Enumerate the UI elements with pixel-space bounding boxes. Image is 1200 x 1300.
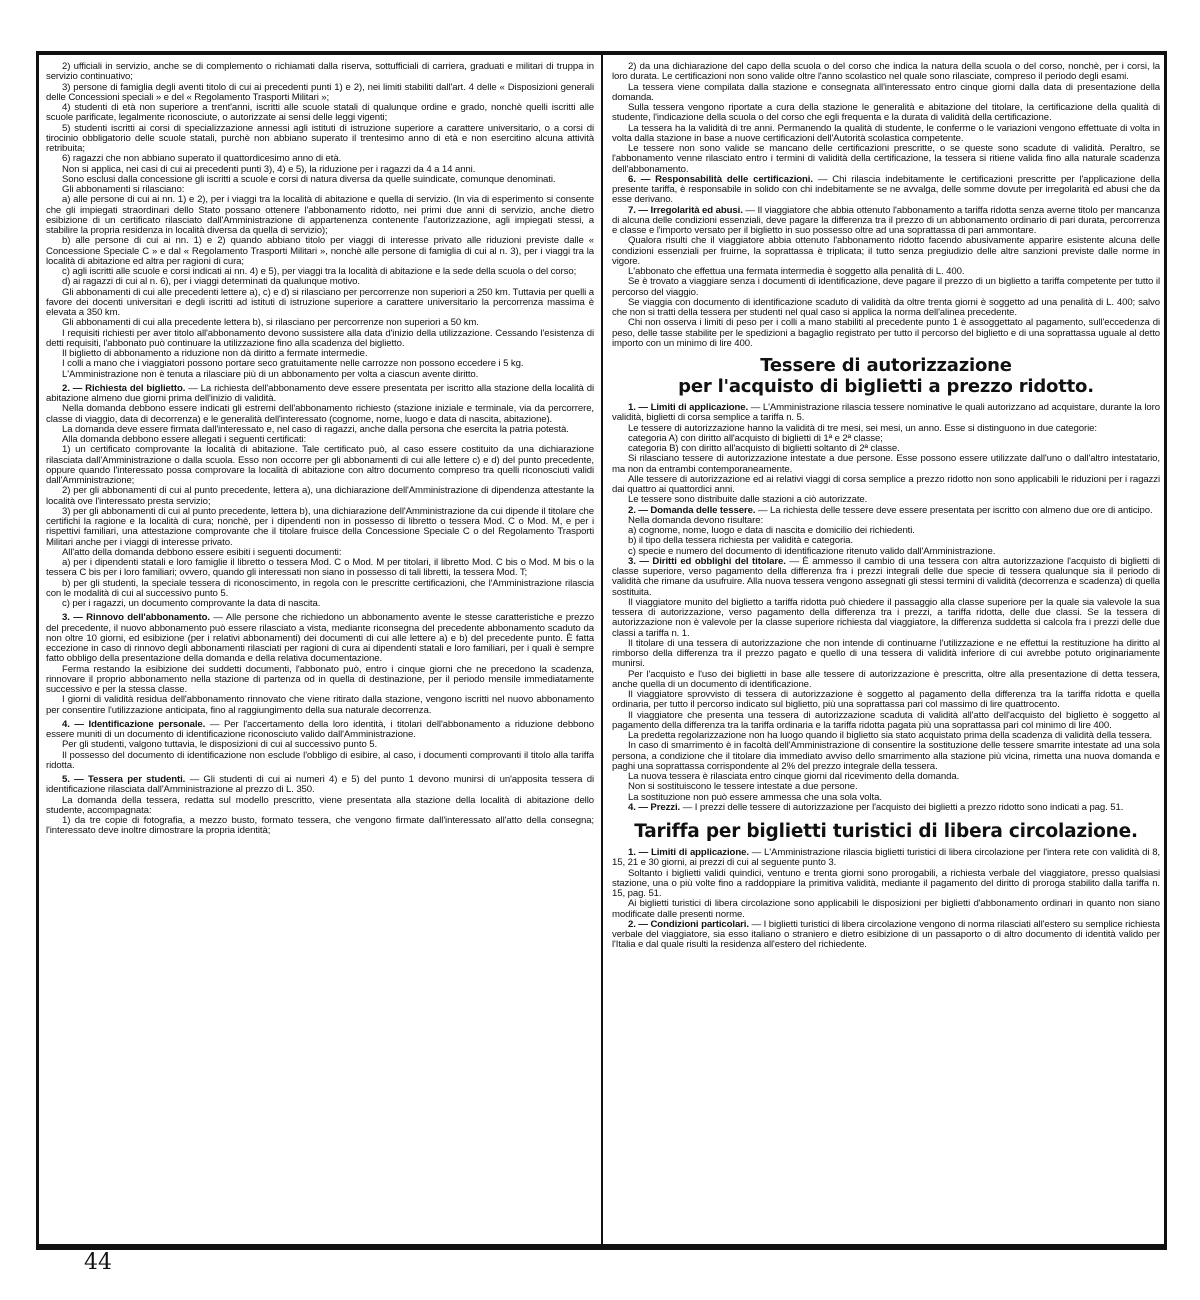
paragraph <box>46 695 594 716</box>
paragraph-heading: 5. — Tessera per studenti. <box>62 774 186 785</box>
bottom-rule <box>36 1244 1167 1250</box>
paragraph-heading: 4. — Identificazione personale. <box>62 718 206 730</box>
paragraph-heading: 2. — Condizioni particolari. <box>628 918 749 930</box>
paragraph-text: In caso di smarrimento è in facoltà dell'Amministrazione di consentire la sostituzione delle tessere smarrite intestate ad una sola persona, a condizione che il titolare dia immediato avviso dello smarrimento alla stazione più vicina, rimetta una nuova domanda e paghi una soprattassa corrispondente al 2% del prezzo integrale della tessera. <box>612 740 1160 772</box>
paragraph-text: Il titolare di una tessera di autorizzazione che non intende di continuarne l'utilizzazione e ne effettui la restituzione ha diritto al rimborso della differenza tra il prezzo pagato e quello di una tessera di validità inferiore di cui avrebbe potuto originariamente munirsi. <box>612 637 1160 670</box>
paragraph-text: — Il viaggiatore che abbia ottenuto l'abbonamento a tariffa ridotta senza averne titolo per mancanza di alcuna delle condizioni essenziali, deve pagare la differenza tra il prezzo di un abbonamento ordinario di pari durata, percorrenza e classe e l'importo versato per il biglietto in suo possesso oltre ad una soprattassa di pari ammontare. <box>612 204 1160 236</box>
paragraph <box>612 848 1160 869</box>
paragraph-text: L'Amministrazione non è tenuta a rilasciare più di un abbonamento per volta a ciascun avente diritto. <box>62 368 479 380</box>
paragraph <box>612 920 1160 951</box>
paragraph-text: b) il tipo della tessera richiesta per validità e categoria. <box>628 535 853 547</box>
paragraph <box>46 816 594 837</box>
paragraph-text: a) alle persone di cui ai nn. 1) e 2), per i viaggi tra la località di abitazione e quella di servizio. (In via di esperimento si consente che gli impiegati straordinari dello Stato possano ottenere l'abbonamento ridotto, nei primi due anni di servizio, anche dietro esibizione di un certificato rilasciato dall'Amministrazione di appartenenza contenente l'autorizzazione, agli impiegati stessi, a stabilire la propria residenza in località diversa da quella di servizio); <box>46 194 594 236</box>
paragraph-text: c) specie e numero del documento di identificazione ritenuto valido dall'Amministrazione. <box>628 545 996 557</box>
left-column <box>46 62 594 1234</box>
paragraph-text: categoria B) con diritto all'acquisto di biglietti soltanto di 2ª classe. <box>628 443 900 454</box>
paragraph <box>612 869 1160 900</box>
paragraph <box>46 384 594 405</box>
paragraph <box>46 83 594 104</box>
paragraph-text: Il possesso del documento di identificazione non esclude l'obbligo di esibire, al caso, i documenti comprovanti il titolo alla tariffa ridotta. <box>46 749 594 771</box>
paragraph <box>612 711 1160 732</box>
paragraph <box>612 206 1160 237</box>
paragraph-text: Nella domanda devono risultare: <box>628 514 764 526</box>
paragraph <box>612 277 1160 298</box>
paragraph-text: Ferma restando la esibizione dei suddetti documenti, l'abbonato può, entro i cinque giorni che ne precedono la scadenza, rinnovare il proprio abbonamento nella stazione di partenza od in quella di destinazione, per il periodo mensile immediatamente successivo e per la stessa classe. <box>46 663 594 695</box>
paragraph <box>46 599 594 609</box>
paragraph-heading: 2. — Richiesta del biglietto. <box>62 382 186 394</box>
paragraph <box>46 579 594 600</box>
paragraph <box>612 475 1160 496</box>
paragraph-text: Gli abbonamenti di cui alle precedenti lettere a), c) e d) si rilasciano per percorrenze non superiori a 250 km. Tuttavia per quelli a favore dei docenti universitari e degli iscritti ad istituti di istruzione superiore a carattere universitario la percorrenza massima è elevata a 350 km. <box>46 286 594 318</box>
paragraph-text: All'atto della domanda debbono essere esibiti i seguenti documenti: <box>62 546 342 558</box>
paragraph-text: Le tessere di autorizzazione hanno la validità di tre mesi, sei mesi, un anno. Esse si distinguono in due categorie: <box>628 422 1097 434</box>
paragraph-text: I giorni di validità residua dell'abbonamento rinnovato che viene ritirato dalla stazione, vengono iscritti nel nuovo abbonamento per consentire l'utilizzazione anticipata, fino al raggiungimento della sua naturale decorrenza. <box>46 694 594 716</box>
paragraph-heading: 6. — Responsabilità delle certificazioni. <box>628 173 813 185</box>
paragraph-text: 2) ufficiali in servizio, anche se di complemento o richiamati dalla riserva, sottufficiali di carriera, graduati e militari di truppa in servizio continuativo; <box>46 62 594 83</box>
section-title-biglietti-turistici <box>612 821 1160 842</box>
paragraph <box>46 665 594 696</box>
page-number: 44 <box>84 1250 112 1275</box>
paragraph-heading: 7. — Irregolarità ed abusi. <box>628 204 743 216</box>
paragraph-text: La domanda della tessera, redatta sul modello prescritto, viene presentata alla stazione della località di abitazione dello studente, accompagnata: <box>46 794 594 816</box>
paragraph-text: Se viaggia con documento di identificazione scaduto di validità da oltre trenta giorni è soggetto ad una penalità di L. 400; salvo che non si tratti della tessera per studenti nel qual caso si applica la norma dell'alinea precedente. <box>612 296 1160 318</box>
paragraph-text: — Gli studenti di cui ai numeri 4) e 5) del punto 1 devono munirsi di un'apposita tessera di identificazione rilasciata dall'Amministrazione al prezzo di L. 350. <box>46 774 594 796</box>
paragraph <box>46 613 594 664</box>
paragraph-heading: 3. — Rinnovo dell'abbonamento. <box>62 612 210 624</box>
paragraph-text: Ai biglietti turistici di libera circolazione sono applicabili le disposizioni per biglietti d'abbonamento ordinari in quanto non siano modificate dalle presenti norme. <box>612 898 1160 920</box>
paragraph <box>612 318 1160 349</box>
paragraph <box>612 899 1160 920</box>
paragraph <box>612 236 1160 267</box>
paragraph-text: 1) da tre copie di fotografia, a mezzo busto, formato tessera, che vengono firmate dall'interessato all'atto della consegna; l'interessato deve inoltre dimostrare la propria identità; <box>46 815 594 837</box>
paragraph <box>612 670 1160 691</box>
paragraph-text: — I prezzi delle tessere di autorizzazione per l'acquisto dei biglietti a prezzo ridotto sono indicati a pag. 51. <box>680 801 1124 813</box>
paragraph-text: 3) per gli abbonamenti di cui al punto precedente, lettera b), una dichiarazione dell'Amministrazione da cui dipende il titolare che certifichi la ragione e la località di cura; nonchè, per i dipendenti non in possesso di libretto o tessera Mod. C o Mod. M, e per i rispettivi familiari, una attestazione comprovante che il titolare fruisce della Concessione Speciale C o del Regolamento Trasporti Militari anche per i viaggi di interesse privato. <box>46 505 594 548</box>
paragraph <box>46 507 594 548</box>
paragraph <box>612 639 1160 670</box>
paragraph-text: Qualora risulti che il viaggiatore abbia ottenuto l'abbonamento ridotto facendo abusivamente apparire esistente alcuna delle condizioni essenziali per fruirne, la soprattassa è triplicata; il tutto senza pregiudizio delle altre sanzioni previste dalle norme in vigore. <box>612 235 1160 267</box>
paragraph <box>612 557 1160 598</box>
paragraph-text: 5) studenti iscritti ai corsi di specializzazione annessi agli istituti di istruzione superiore a carattere universitario, o a corsi di tirocinio obbligatorio delle scuole statali, purchè non abbiano superato il trentesimo anno di età e non esercitino alcuna attività retribuita; <box>46 122 594 154</box>
paragraph-text: — I biglietti turistici di libera circolazione vengono di norma rilasciati all'estero su semplice richiesta verbale del viaggiatore, sia esso italiano o straniero e dietro esibizione di un passaporto o di altro documento di identità valido per l'Italia e dal quale risulti la residenza all'estero del richiedente. <box>612 918 1160 951</box>
paragraph <box>46 486 594 507</box>
paragraph <box>612 83 1160 104</box>
paragraph-text: Il viaggiatore sprovvisto di tessera di autorizzazione è soggetto al pagamento della differenza tra la tariffa ridotta e quella ordinaria, per tutto il percorso indicato sul biglietto, più una soprattassa pari col massimo di lire quattrocento. <box>612 689 1160 711</box>
paragraph-text: Il viaggiatore che presenta una tessera di autorizzazione scaduta di validità all'atto dell'acquisto del biglietto è soggetto al pagamento della differenza tra la tariffa ordinaria e la tariffa ridotta pagata più una soprattassa pari col minimo di lire 400. <box>612 709 1160 731</box>
paragraph-text: 6) ragazzi che non abbiano superato il quattordicesimo anno di età. <box>62 153 342 165</box>
paragraph-text: — Chi rilascia indebitamente le certificazioni prescritte per l'applicazione della presente tariffa, è responsabile in solido con chi indebitamente se ne avvalga, delle somme dovute per irregolarità ed abusi che da esse derivano. <box>612 173 1160 206</box>
paragraph-text: Alla domanda debbono essere allegati i seguenti certificati: <box>62 434 307 445</box>
paragraph <box>612 690 1160 711</box>
paragraph-text: c) agli iscritti alle scuole e corsi indicati ai nn. 4) e 5), per viaggi tra la località di abitazione e la sede della scuola o del corso; <box>62 266 577 277</box>
paragraph <box>46 124 594 155</box>
paragraph-text: I colli a mano che i viaggiatori possono portare seco gratuitamente nelle carrozze non possono eccedere i 5 kg. <box>62 358 524 370</box>
paragraph-text: Nella domanda debbono essere indicati gli estremi dell'abbonamento richiesto (stazione iniziale e terminale, via da percorrere, classe di viaggio, data di decorrenza) e le generalità dell'interessato (cognome, nome, luogo e data di nascita, abitazione). <box>46 403 594 425</box>
paragraph-text: d) ai ragazzi di cui al n. 6), per i viaggi determinati da qualunque motivo. <box>62 276 360 288</box>
paragraph-text: categoria A) con diritto all'acquisto di biglietti di 1ª e 2ª classe; <box>628 432 883 444</box>
paragraph-text: Il biglietto di abbonamento a riduzione non dà diritto a fermate intermedie. <box>62 348 368 359</box>
paragraph-text: — L'Amministrazione rilascia tessere nominative le quali autorizzano ad acquistare, durante la loro validità, biglietti di corsa semplice a tariffa n. 5. <box>612 402 1160 424</box>
column-divider <box>601 55 603 1244</box>
paragraph-text: 2) da una dichiarazione del capo della scuola o del corso che indica la natura della scuola o del corso, nonchè, per i corsi, la loro durata. Le certificazioni non sono valide oltre l'anno scolastico nel quale sono rilasciate, compreso il periodo degli esami. <box>612 62 1160 83</box>
paragraph <box>612 741 1160 772</box>
paragraph <box>612 298 1160 319</box>
paragraph-text: 1) un certificato comprovante la località di abitazione. Tale certificato può, al caso essere costituito da una dichiarazione rilasciata dall'Amministrazione o dalla scuola. Esso non occorre per gli abbonamenti di cui alle lettere c) e d) del punto precedente, oppure quando l'interessato possa comprovare la località di abitazione con altro documento compreso tra quelli riconosciuti validi dall'Amministrazione; <box>46 444 594 486</box>
section-title-tessere-autorizzazione <box>612 355 1160 397</box>
paragraph-text: b) per gli studenti, la speciale tessera di riconoscimento, in regola con le prescritte certificazioni, che l'Amministrazione rilascia con le modalità di cui al successivo punto 5. <box>46 577 594 599</box>
paragraph-text: La nuova tessera è rilasciata entro cinque giorni dal ricevimento della domanda. <box>628 771 960 782</box>
paragraph <box>46 775 594 796</box>
paragraph <box>46 445 594 486</box>
paragraph <box>46 103 594 124</box>
paragraph <box>46 288 594 319</box>
paragraph-text: Sulla tessera vengono riportate a cura della stazione le generalità e abitazione del titolare, la certificazione della qualità di studente, l'indicazione della scuola o del corso che egli frequenta e la durata di validità della certificazione. <box>612 102 1160 124</box>
paragraph-text: L'abbonato che effettua una fermata intermedia è soggetto alla penalità di L. 400. <box>628 266 965 277</box>
paragraph <box>612 803 1160 813</box>
paragraph <box>612 144 1160 175</box>
section-title-line: per l'acquisto di biglietti a prezzo ridotto. <box>678 376 1094 397</box>
paragraph <box>46 404 594 425</box>
section-title-line: Tessere di autorizzazione <box>760 355 1012 376</box>
paragraph-text: 2) per gli abbonamenti di cui al punto precedente, lettera a), una dichiarazione dell'Amministrazione di dipendenza attestante la località ove l'interessato presta servizio; <box>46 485 594 507</box>
paragraph-heading: 4. — Prezzi. <box>628 801 681 813</box>
section-title-line: Tariffa per biglietti turistici di libera circolazione. <box>634 821 1138 842</box>
paragraph-text: — L'Amministrazione rilascia biglietti turistici di libera circolazione per l'intera rete con validità di 8, 15, 21 e 30 giorni, ai prezzi di cui al seguente punto 3. <box>612 847 1160 869</box>
paragraph-text: — Per l'accertamento della loro identità, i titolari dell'abbonamento a riduzione debbono essere muniti di un documento di identificazione riconosciuto valido dall'Amministrazione. <box>46 718 594 740</box>
paragraph <box>612 454 1160 475</box>
paragraph-text: a) per i dipendenti statali e loro famiglie il libretto o tessera Mod. C o Mod. M per titolari, il libretto Mod. C bis o Mod. M bis o la tessera C bis per i loro familiari; ovvero, quando gli interessati non siano in possesso di tali libretti, la tessera Mod. T; <box>46 557 594 579</box>
paragraph <box>612 403 1160 424</box>
paragraph-text: Soltanto i biglietti validi quindici, ventuno e trenta giorni sono prorogabili, a richiesta verbale del viaggiatore, presso qualsiasi stazione, una o più volte fino a raddoppiare la primitiva validità, mediante il pagamento del diritto di proroga stabilito dalla tariffa n. 15, pag. 51. <box>612 867 1160 899</box>
paragraph-text: La domanda deve essere firmata dall'interessato e, nel caso di ragazzi, anche dalla persona che esercita la patria potestà. <box>62 423 569 435</box>
paragraph-text: La predetta regolarizzazione non ha luogo quando il biglietto sia stato acquistato prima della scadenza di validità della tessera. <box>628 730 1153 741</box>
right-column <box>612 62 1160 1234</box>
paragraph-text: Gli abbonamenti di cui alla precedente lettera b), si rilasciano per percorrenze non superiori a 50 km. <box>62 317 479 329</box>
paragraph-heading: 3. — Diritti ed obblighi del titolare. <box>628 555 786 567</box>
paragraph-text: 4) studenti di età non superiore a trent'anni, iscritti alle scuole statali di qualunque ordine e grado, nonchè quelli iscritti alle scuole parificate, legalmente riconosciute, o autorizzate ai sensi delle leggi vigenti; <box>46 102 594 124</box>
paragraph <box>46 720 594 741</box>
tessere-autorizzazione-body <box>612 403 1160 813</box>
paragraph-text: Per l'acquisto e l'uso dei biglietti in base alle tessere di autorizzazione è prescritta, oltre alla presentazione di detta tessera, anche quella di un documento di identificazione. <box>612 668 1160 690</box>
paragraph <box>46 236 594 267</box>
paragraph-text: b) alle persone di cui ai nn. 1) e 2) quando abbiano titolo per viaggi di interesse privato alle riduzioni previste dalle « Concessione Speciale C » e dal « Regolamento Trasporti Militari », nonchè alle persone di famiglia di cui al n. 3), per i viaggi tra la località di abitazione ed altra per ragioni di cura; <box>46 235 594 267</box>
paragraph-text: La tessera ha la validità di tre anni. Permanendo la qualità di studente, le conferme o le variazioni vengono effettuate di volta in volta dalla stazione in base a nuove certificazioni dell'Autorità scolastica competente. <box>612 122 1160 144</box>
paragraph-text: Per gli studenti, valgono tuttavia, le disposizioni di cui al successivo punto 5. <box>62 739 378 751</box>
paragraph-text: Se è trovato a viaggiare senza i documenti di identificazione, deve pagare il prezzo di un biglietto a tariffa competente per tutto il percorso del viaggio. <box>612 276 1160 298</box>
paragraph-heading: 2. — Domanda delle tessere. <box>628 504 756 516</box>
biglietti-turistici-body <box>612 848 1160 951</box>
paragraph <box>612 124 1160 145</box>
paragraph <box>46 370 594 380</box>
paragraph <box>46 62 594 83</box>
paragraph-text: c) per i ragazzi, un documento comprovante la data di nascita. <box>62 598 321 609</box>
paragraph-text: Gli abbonamenti si rilasciano: <box>62 184 185 195</box>
paragraph-heading: 1. — Limiti di applicazione. <box>628 402 749 413</box>
paragraph <box>46 796 594 817</box>
paragraph-text: — È ammesso il cambio di una tessera con altra autorizzazione l'acquisto di biglietti di classe superiore, verso pagamento della differenza fra i prezzi integrali delle due specie di tessera qualunque sia il periodo di validità che rimane da usufruire. Alla nuova tessera vengono assegnati gli stessi termini di validità (decorrenza e scadenza) di quella sostituita. <box>612 555 1160 598</box>
paragraph-text: Alle tessere di autorizzazione ed ai relativi viaggi di corsa semplice a prezzo ridotto non sono applicabili le riduzioni per i ragazzi dai quattro ai quattordici anni. <box>612 473 1160 495</box>
paragraph-text: La tessera viene compilata dalla stazione e consegnata all'interessato entro cinque giorni dalla data di presentazione della domanda. <box>612 81 1160 103</box>
paragraph-text: 3) persone di famiglia degli aventi titolo di cui ai precedenti punti 1) e 2), nei limiti stabiliti dall'art. 4 delle « Disposizioni generali delle Concessioni speciali » e del « Regolamento Trasporti Militari »; <box>46 81 594 103</box>
paragraph <box>46 329 594 350</box>
paragraph-text: Il viaggiatore munito del biglietto a tariffa ridotta può chiedere il passaggio alla classe superiore per la quale sia valevole la sua tessera di autorizzazione, verso pagamento della differenza tra i prezzi, a tariffa ridotta, delle due classi. Se la tessera di autorizzazione non è valevole per la classe superiore richiesta dal viaggiatore, la differenza suddetta si calcola fra i prezzi delle due classi a tariffa n. 1. <box>612 596 1160 639</box>
paragraph-text: I requisiti richiesti per aver titolo all'abbonamento devono sussistere alla data d'inizio della utilizzazione. Cessando l'esistenza di detti requisiti, l'abbonato può continuare la utilizzazione fino alla scadenza del biglietto. <box>46 327 594 349</box>
paragraph-text: Sono esclusi dalla concessione gli iscritti a scuole e corsi di natura diversa da quelle suindicate, comunque denominati. <box>62 173 556 185</box>
paragraph-text: Non si sostituiscono le tessere intestate a due persone. <box>628 781 858 793</box>
paragraph-text: — La richiesta dell'abbonamento deve essere presentata per iscritto alla stazione della località di abitazione almeno due giorni prima dell'inizio di validità. <box>46 382 594 404</box>
paragraph-heading: 1. — Limiti di applicazione. <box>628 847 749 858</box>
paragraph-text: La sostituzione non può essere ammessa che una sola volta. <box>628 791 882 803</box>
paragraph <box>612 103 1160 124</box>
paragraph-text: Non si applica, nei casi di cui ai precedenti punti 3), 4) e 5), la riduzione per i ragazzi da 4 a 14 anni. <box>62 163 476 175</box>
paragraph-text: Chi non osserva i limiti di peso per i colli a mano stabiliti al precedente punto 1 è assoggettato al pagamento, sull'eccedenza di peso, delle tasse stabilite per le spedizioni a bagaglio registrato per tutto il percorso del biglietto e di una soprattassa uguale al detto importo con un minimo di lire 400. <box>612 317 1160 349</box>
paragraph-text: Le tessere non sono valide se mancano delle certificazioni prescritte, o se queste sono scadute di validità. Peraltro, se l'abbonamento venne rilasciato entro i termini di validità della certificazione, la tessera si ritiene valida fino alla naturale scadenza dell'abbonamento. <box>612 143 1160 175</box>
paragraph-text: — La richiesta delle tessere deve essere presentata per iscritto con almeno due ore di anticipo. <box>755 504 1153 516</box>
paragraph <box>612 175 1160 206</box>
paragraph <box>46 558 594 579</box>
paragraph <box>612 62 1160 83</box>
paragraph <box>612 598 1160 639</box>
paragraph-text: Si rilasciano tessere di autorizzazione intestate a due persone. Esse possono essere utilizzate dall'uno o dall'altro intestatario, ma non da entrambi contemporaneamente. <box>612 453 1160 475</box>
paragraph-text: — Alle persone che richiedono un abbonamento avente le stesse caratteristiche e prezzo del precedente, il nuovo abbonamento può essere rilasciato a vista, mediante riconsegna del precedente abbonamento scaduto da non oltre 10 giorni, ed esibizione (per i relativi abbonamenti) dei documenti di cui alle lettere a) e b) del precedente punto. È fatta eccezione in caso di rinnovo degli abbonamenti rilasciati per ragioni di cura ai dipendenti statali e loro familiari, per i quali è sempre fatto obbligo della presentazione della domanda e della relativa documentazione. <box>46 612 594 665</box>
paragraph <box>46 195 594 236</box>
paragraph-text: a) cognome, nome, luogo e data di nascita e domicilio dei richiedenti. <box>628 525 915 536</box>
paragraph-text: Le tessere sono distribuite dalle stazioni a ciò autorizzate. <box>628 494 868 506</box>
right-column-continuation <box>612 62 1160 349</box>
paragraph <box>46 751 594 772</box>
